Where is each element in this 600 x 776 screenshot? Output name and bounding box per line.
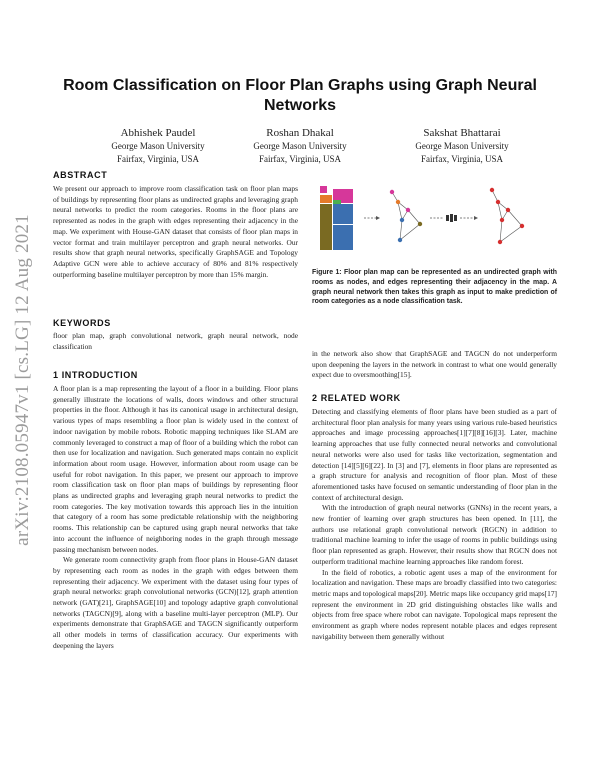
figure-1-caption: Figure 1: Floor plan map can be represented as an undirected graph with rooms as nodes, and edges representing their adjacency in the map. A graph neural network then takes this graph as input to make prediction of room categories as a node classification task. [312, 269, 557, 306]
figure-1-illustration [312, 180, 557, 260]
figure-1 [312, 180, 557, 260]
arrow-head-icon [474, 216, 478, 220]
author-block [210, 126, 390, 165]
abstract-text: We present our approach to improve room classification task on floor plan maps of buildings by representing floor plans as undirected graphs and leveraging graph neural networks to predict the room categories. Rooms in the floor plans are represented as nodes in the graph with edges representing their adjacency in the map. We experiment with House-GAN dataset that consists of floor plan maps in vector format and train multilayer perceptron and graph neural networks. Our results show that graph neural networks, specifically GraphSAGE and Topology Adaptive GCN were able to achieve accuracy of 80% and 81% respectively outperforming baseline multilayer perceptron by more than 15% margin. [53, 184, 298, 279]
related-work-section [312, 393, 557, 642]
abstract-section [53, 170, 298, 280]
room-graph-icon [390, 190, 422, 242]
related-work-paragraph: In the field of robotics, a robotic agent uses a map of the environment for localization and navigation. These maps are broadly classified into two categories: metric maps and topological maps[20]. Metric maps like occupancy grid maps[17] represent the environment in 2D grid distinguishing obstacles like walls and objects from free space where robot can navigate. Topological maps represent the environment as graph where nodes represent notable places and edges represent navigability between them generally without [312, 567, 557, 641]
keywords-section [53, 318, 298, 352]
arxiv-side-stamp [8, 190, 38, 570]
author-name: Roshan Dhakal [266, 127, 334, 139]
floor-plan-map-icon [320, 186, 353, 250]
author-affiliation: George Mason University [253, 141, 347, 151]
related-work-heading: 2 RELATED WORK [312, 393, 401, 403]
author-location: Fairfax, Virginia, USA [258, 153, 342, 164]
author-block [372, 126, 552, 165]
author-affiliation: George Mason University [111, 141, 205, 151]
predicted-graph-icon [490, 188, 524, 244]
keywords-text: floor plan map, graph convolutional network, graph neural network, node classification [53, 331, 298, 351]
related-work-paragraph: With the introduction of graph neural networks (GNNs) in the recent years, a new frontier of learning over graph structures has been opened. In [11], the authors use relational graph convolutional network (RGCN) in addition to traditional machine learning to infer the usage of rooms in public buildings using floor plan represented as graph. However, their results show that RGCN does not outperform traditional machine learning approaches like random forest. [312, 503, 557, 566]
introduction-section [53, 370, 298, 652]
introduction-heading: 1 INTRODUCTION [53, 370, 138, 380]
related-work-paragraph: Detecting and classifying elements of floor plans have been studied as a part of architectural floor plan analysis for many years using various rule-based heuristics approaches and image processing approaches[1][7][8][16][3]. Later, machine learning approaches that use fully connected neural networks and convolutional neural networks were also used for tasks like vectorization, segmentation and detection [14][5][6][22]. In [3] and [7], elements in floor plans are represented as a graph structure for analysis and recognition of floor plan. Most of these aforementioned tasks have focused on semantic understanding of floor plan in the context of architectural design. [312, 407, 557, 502]
author-affiliation: George Mason University [415, 141, 509, 151]
introduction-paragraph: We generate room connectivity graph from floor plans in House-GAN dataset by representing each room as nodes in the graph with edges between them representing their adjacency. We experiment with the dataset using four types of graph neural networks: graph convolutional networks (GCN)[12], graph attention network (GAT)[21], GraphSAGE[10] and topology adaptive graph convolutional networks (TAGCN)[9], along with a baseline multi-layer perceptron (MLP). Our experiments demonstrate that GraphSAGE and TAGCN significantly outperform all other models in terms of classification accuracy. Our experiments with deepening the layers [53, 555, 298, 650]
author-location: Fairfax, Virginia, USA [116, 153, 200, 164]
keywords-heading: KEYWORDS [53, 318, 111, 328]
abstract-heading: ABSTRACT [53, 170, 108, 180]
figure-1-caption-block [312, 268, 557, 307]
author-location: Fairfax, Virginia, USA [420, 153, 504, 164]
author-name: Abhishek Paudel [120, 127, 196, 139]
introduction-continuation [312, 349, 557, 381]
arxiv-id-text: arXiv:2108.05947v1 [cs.LG] 12 Aug 2021 [12, 214, 33, 546]
arrow-head-icon [376, 216, 380, 220]
gnn-prediction-icon [446, 214, 457, 222]
introduction-paragraph: A floor plan is a map representing the layout of a floor in a building. Floor plans generally illustrate the locations of walls, doors windows and other structural properties in the floor. Although it has its canonical usage in architectural design, various types of maps resembling a floor plan is widely used in the context of indoor navigation by mobile robots. Robotic mapping techniques like SLAM are commonly leveraged to construct a map of floor of a building which the robot can then use for localization and navigation. Such generated maps contain no explicit information about room usage. However, information about room usage can be useful for robot navigation. In this paper, we present our approach to improve room classification task on floor plan maps of buildings by representing floor plans as undirected graphs and leveraging graph neural networks to predict the room categories. The key motivation towards this approach lies in the intuition that category of a room has some predictable relationship with the neighboring rooms. This relationship can be captured using graph neural networks that take into account the influence of neighboring nodes in the graph through message passing mechanism between nodes. [53, 384, 298, 554]
introduction-paragraph: in the network also show that GraphSAGE and TAGCN do not underperform upon deepening the layers in the network in contrast to what one would generally expect due to oversmoothing[15]. [312, 349, 557, 380]
paper-title: Room Classification on Floor Plan Graphs using Graph Neural Networks [63, 77, 537, 114]
author-name: Sakshat Bhattarai [423, 127, 501, 139]
